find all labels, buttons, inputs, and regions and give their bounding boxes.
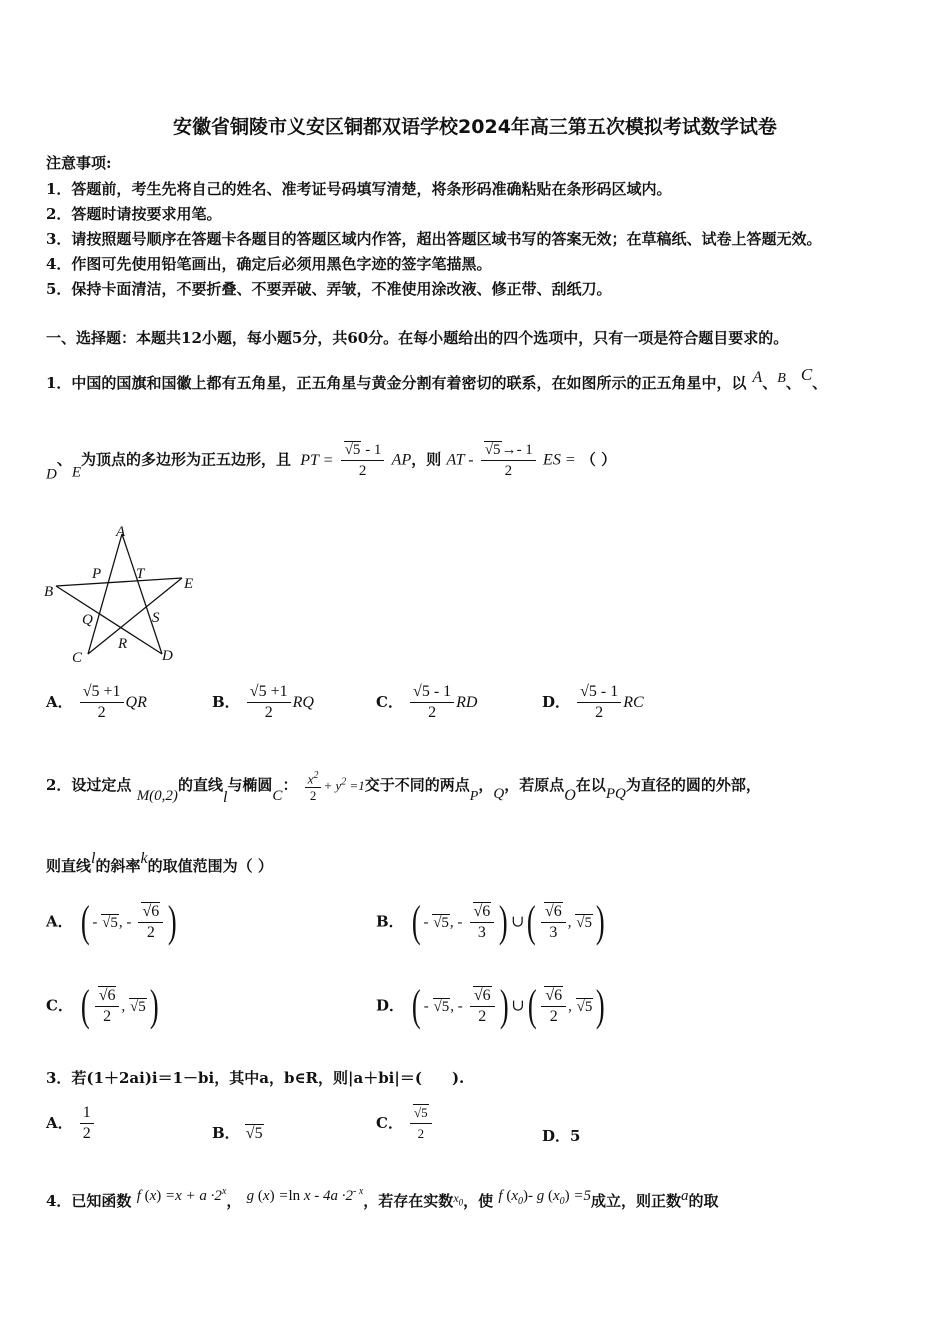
star-edge-ac	[88, 534, 122, 654]
q3-option-b[interactable]: B． √5	[212, 1124, 263, 1142]
q2-option-a[interactable]: A． ( - √5, - $\frac{√6}{2}$ )	[46, 897, 177, 946]
section-heading: 一、选择题：本题共12小题，每小题5分，共60分。在每小题给出的四个选项中，只有一项是符合题目要求的。	[46, 329, 789, 347]
star-edge-bd	[56, 586, 162, 654]
q1-option-b[interactable]: B． $\frac{√5 +1}{2}$ RQ	[212, 683, 314, 721]
notice-item-5: 5．保持卡面清洁，不要折叠、不要弄破、弄皱，不准使用涂改液、修正带、刮纸刀。	[46, 280, 612, 298]
star-label-d: D	[162, 648, 173, 664]
star-label-r: R	[118, 636, 128, 652]
star-label-e: E	[184, 576, 194, 592]
q1-text-line2: D、E为顶点的多边形为正五边形，且 PT = $\frac{√5 - 1}{2}$ AP，则 AT - $\frac{√5\to- 1}{2}$ ES = （ ）	[46, 442, 617, 483]
q2-text-line1: 2．设过定点 M(0,2)的直线l与椭圆C： $\frac{x^2}{2}$ + $y^2 =1$交于不同的两点P，Q，若原点O在以PQ为直径的圆的外部，	[46, 770, 761, 807]
q1-option-a[interactable]: A． $\frac{√5 +1}{2}$ QR	[46, 683, 147, 721]
page-title: 安徽省铜陵市义安区铜都双语学校2024年高三第五次模拟考试数学试卷	[173, 116, 777, 138]
q3-option-c[interactable]: C． $\frac{√5}{2}$	[376, 1103, 434, 1144]
notice-item-3: 3．请按照题号顺序在答题卡各题目的答题区域内作答，超出答题区域书写的答案无效；在草稿纸、试卷上答题无效。	[46, 230, 822, 248]
q1-option-d[interactable]: D． $\frac{√5 - 1}{2}$ RC	[542, 683, 644, 721]
star-edge-ad	[122, 534, 162, 654]
star-label-t: T	[136, 566, 145, 582]
star-label-c: C	[72, 650, 83, 666]
q4-text: 4．已知函数 f $(x) =x + a \cdot 2^x$， g (x) =ln $x - 4a \cdot 2^{- x}$，若存在实数$^{x_0}$，使 f $(x_0)-$ g $(x_0) =5$成立，则正数a的取	[46, 1186, 719, 1210]
q2-option-b[interactable]: B． ( - √5, - $\frac{√6}{3}$ ) ∪( $\frac{√6}{3}$ , √5)	[376, 897, 605, 946]
q3-option-d[interactable]: D．5	[542, 1127, 581, 1145]
star-label-q: Q	[82, 612, 93, 628]
star-edge-be	[56, 578, 182, 586]
star-label-s: S	[152, 610, 160, 626]
star-label-a: A	[116, 524, 126, 540]
q2-text-line2: 则直线l的斜率k的取值范围为（ ）	[46, 850, 273, 875]
pentagram-figure	[40, 520, 210, 670]
notice-heading: 注意事项:	[46, 154, 112, 172]
q2-option-d[interactable]: D． ( - √5, - $\frac{√6}{2}$ ) ∪( $\frac{√6}{2}$ , √5)	[376, 981, 606, 1030]
notice-item-1: 1．答题前，考生先将自己的姓名、准考证号码填写清楚，将条形码准确粘贴在条形码区域内。	[46, 180, 672, 198]
q3-option-a[interactable]: A． $\frac{1}{2}$	[46, 1103, 96, 1144]
star-label-b: B	[44, 584, 54, 600]
notice-item-4: 4．作图可先使用铅笔画出，确定后必须用黑色字迹的签字笔描黑。	[46, 255, 492, 273]
star-label-p: P	[92, 566, 102, 582]
q1-text-line1: 1．中国的国旗和国徽上都有五角星，正五角星与黄金分割有着密切的联系，在如图所示的正五角星中，以 A、B、C、	[46, 365, 828, 392]
q3-text: 3．若(1＋2ai)i＝1－bi，其中a，b∈R，则|a＋bi|＝( ).	[46, 1069, 465, 1087]
q2-option-c[interactable]: C． ( $\frac{√6}{2}$ , √5)	[46, 981, 159, 1030]
notice-item-2: 2．答题时请按要求用笔。	[46, 205, 222, 223]
q1-option-c[interactable]: C． $\frac{√5 - 1}{2}$ RD	[376, 683, 478, 721]
